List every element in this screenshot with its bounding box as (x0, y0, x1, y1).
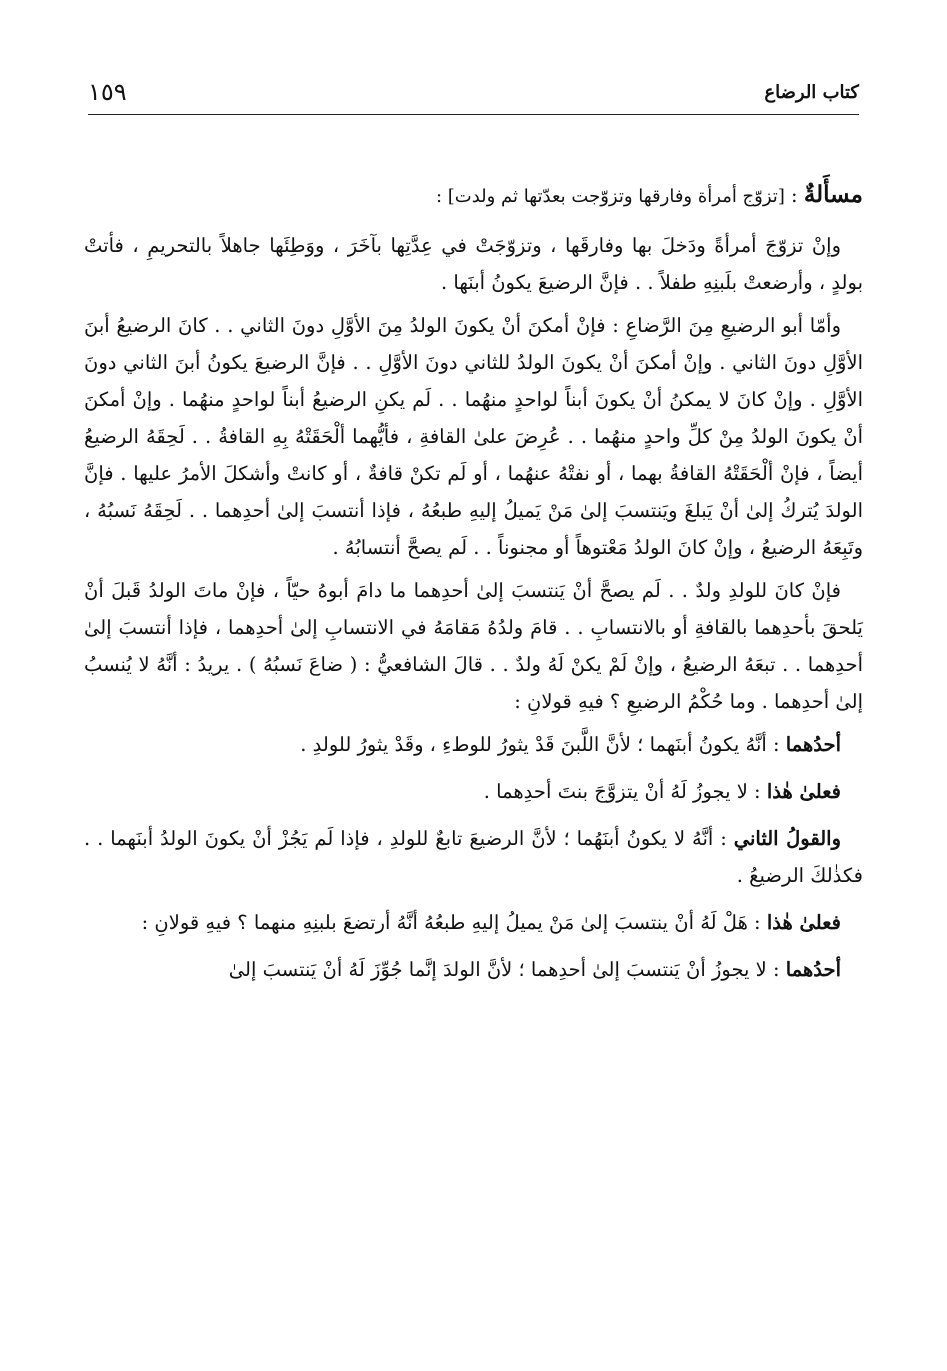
masala-topic: [تزوّج أمرأة وفارقها وتزوّجت بعدّتها ثم ولدت] : (435, 186, 785, 207)
paragraph (84, 904, 863, 941)
running-title: كتاب الرضاع (764, 82, 859, 103)
paragraph (84, 227, 863, 301)
paragraph-text: : أنَّهُ لا يكونُ أبنَهُما ؛ لأنَّ الرضيعَ تابعٌ للولدِ ، فإذا لَم يَجُزْ أنْ يكونَ الولدُ أبنَهما . . فكذٰلكَ الرضيعُ . (84, 827, 863, 887)
paragraph-text: وأمّا أبو الرضيعِ مِنَ الرَّضاعِ : فإنْ أمكنَ أنْ يكونَ الولدُ مِنَ الأوَّلِ دونَ الثاني . . كانَ الرضيعُ أبنَ الأوَّلِ دونَ الثاني . وإنْ أمكنَ أنْ يكونَ الولدُ للثاني دونَ الأوَّلِ . . فإنَّ الرضيعَ يكونُ أبنَ الثاني دونَ الأوَّلِ . وإنْ كانَ لا يمكنُ أنْ يكونَ أبناً لواحدٍ منهُما . . لَم يكنِ الرضيعُ أبناً لواحدٍ منهُما . وإنْ أمكنَ أنْ يكونَ الولدُ مِنْ كلِّ واحدٍ منهُما . . عُرِضَ علىٰ القافةِ ، فأيُّهما ألْحَقَتْهُ بِهِ القافةُ . . لَحِقَهُ الرضيعُ أيضاً ، فإنْ ألْحَقَتْهُ القافةُ بهما ، أو نفتْهُ عنهُما ، أو لَم تكنْ قافةٌ ، أو كانتْ وأشكلَ الأمرُ عليها . فإنَّ الولدَ يُتركُ إلىٰ أنْ يَبلغَ ويَنتسبَ إلىٰ مَنْ يَميلُ إليهِ طبعُهُ ، فإذا أنتسبَ إلىٰ أحدِهما . . لَحِقَهُ نَسبُهُ ، وتَبِعَهُ الرضيعُ ، وإنْ كانَ الولدُ مَعْتوهاً أو مجنوناً . . لَم يصحَّ أنتسابُهُ . (84, 314, 863, 559)
paragraph-text: وإنْ تزوّجَ أمرأةً ودَخلَ بها وفارقَها ، وتزوّجَتْ في عِدَّتِها بآخَرَ ، ووَطِئَها جاهلاً بالتحريمِ ، فأتتْ بولدٍ ، وأرضعتْ بلَبنِهِ طفلاً . . فإنَّ الرضيعَ يكونُ أبنَها . (84, 234, 863, 294)
paragraph-lead: أحدُهما (785, 958, 841, 981)
masala-separator: : (784, 184, 804, 207)
paragraph-lead: فعلىٰ هٰذا (766, 911, 841, 934)
paragraph-text: : هَلْ لَهُ أنْ ينتسبَ إلىٰ مَنْ يميلُ إليهِ طبعُهُ أنَّهُ أرتضعَ بلبنِهِ منهما ؟ فيهِ قولانِ : (141, 911, 767, 934)
paragraph-text: : لا يجوزُ أنْ يَنتسبَ إلىٰ أحدِهما ؛ لأنَّ الولدَ إنَّما جُوِّزَ لَهُ أنْ يَنتسبَ إلىٰ (228, 958, 786, 981)
paragraph (84, 726, 863, 763)
paragraph (84, 572, 863, 720)
paragraph-lead: فعلىٰ هٰذا (766, 780, 841, 803)
paragraph-text: : أنَّهُ يكونُ أبنَهما ؛ لأنَّ اللَّبنَ قَدْ يثورُ للوطءِ ، وقَدْ يثورُ للولدِ . (300, 733, 786, 756)
paragraph (84, 307, 863, 566)
page-body (84, 176, 863, 998)
paragraph-lead: والقولُ الثاني (733, 827, 841, 850)
paragraph (84, 951, 863, 988)
masala-label: مسأَلةٌ (803, 181, 863, 208)
paragraph-text: فإنْ كانَ للولدِ ولدٌ . . لَم يصحَّ أنْ يَنتسبَ إلىٰ أحدِهما ما دامَ أبوهُ حيّاً ، فإنْ ماتَ الولدُ قَبلَ أنْ يَلحقَ بأحدِهما بالقافةِ أو بالانتسابِ . . قامَ ولدُهُ مَقامَهُ في الانتسابِ إلىٰ أحدِهما ، فإذا أنتسبَ إلىٰ أحدِهما . . تبعَهُ الرضيعُ ، وإنْ لَمْ يكنْ لَهُ ولدٌ . . قالَ الشافعيُّ : ( ضاعَ نَسبُهُ ) . يريدُ : أنَّهُ لا يُنسبُ إلىٰ أحدِهما . وما حُكْمُ الرضيعِ ؟ فيهِ قولانِ : (84, 579, 863, 713)
page-number: ١٥٩ (88, 78, 127, 106)
paragraph (84, 820, 863, 894)
paragraph-lead: أحدُهما (785, 733, 841, 756)
paragraph (84, 773, 863, 810)
page-header (88, 78, 859, 115)
paragraph-text: : لا يجوزُ لَهُ أنْ يتزوَّجَ بنتَ أحدِهما . (483, 780, 767, 803)
masala-heading (84, 176, 863, 215)
